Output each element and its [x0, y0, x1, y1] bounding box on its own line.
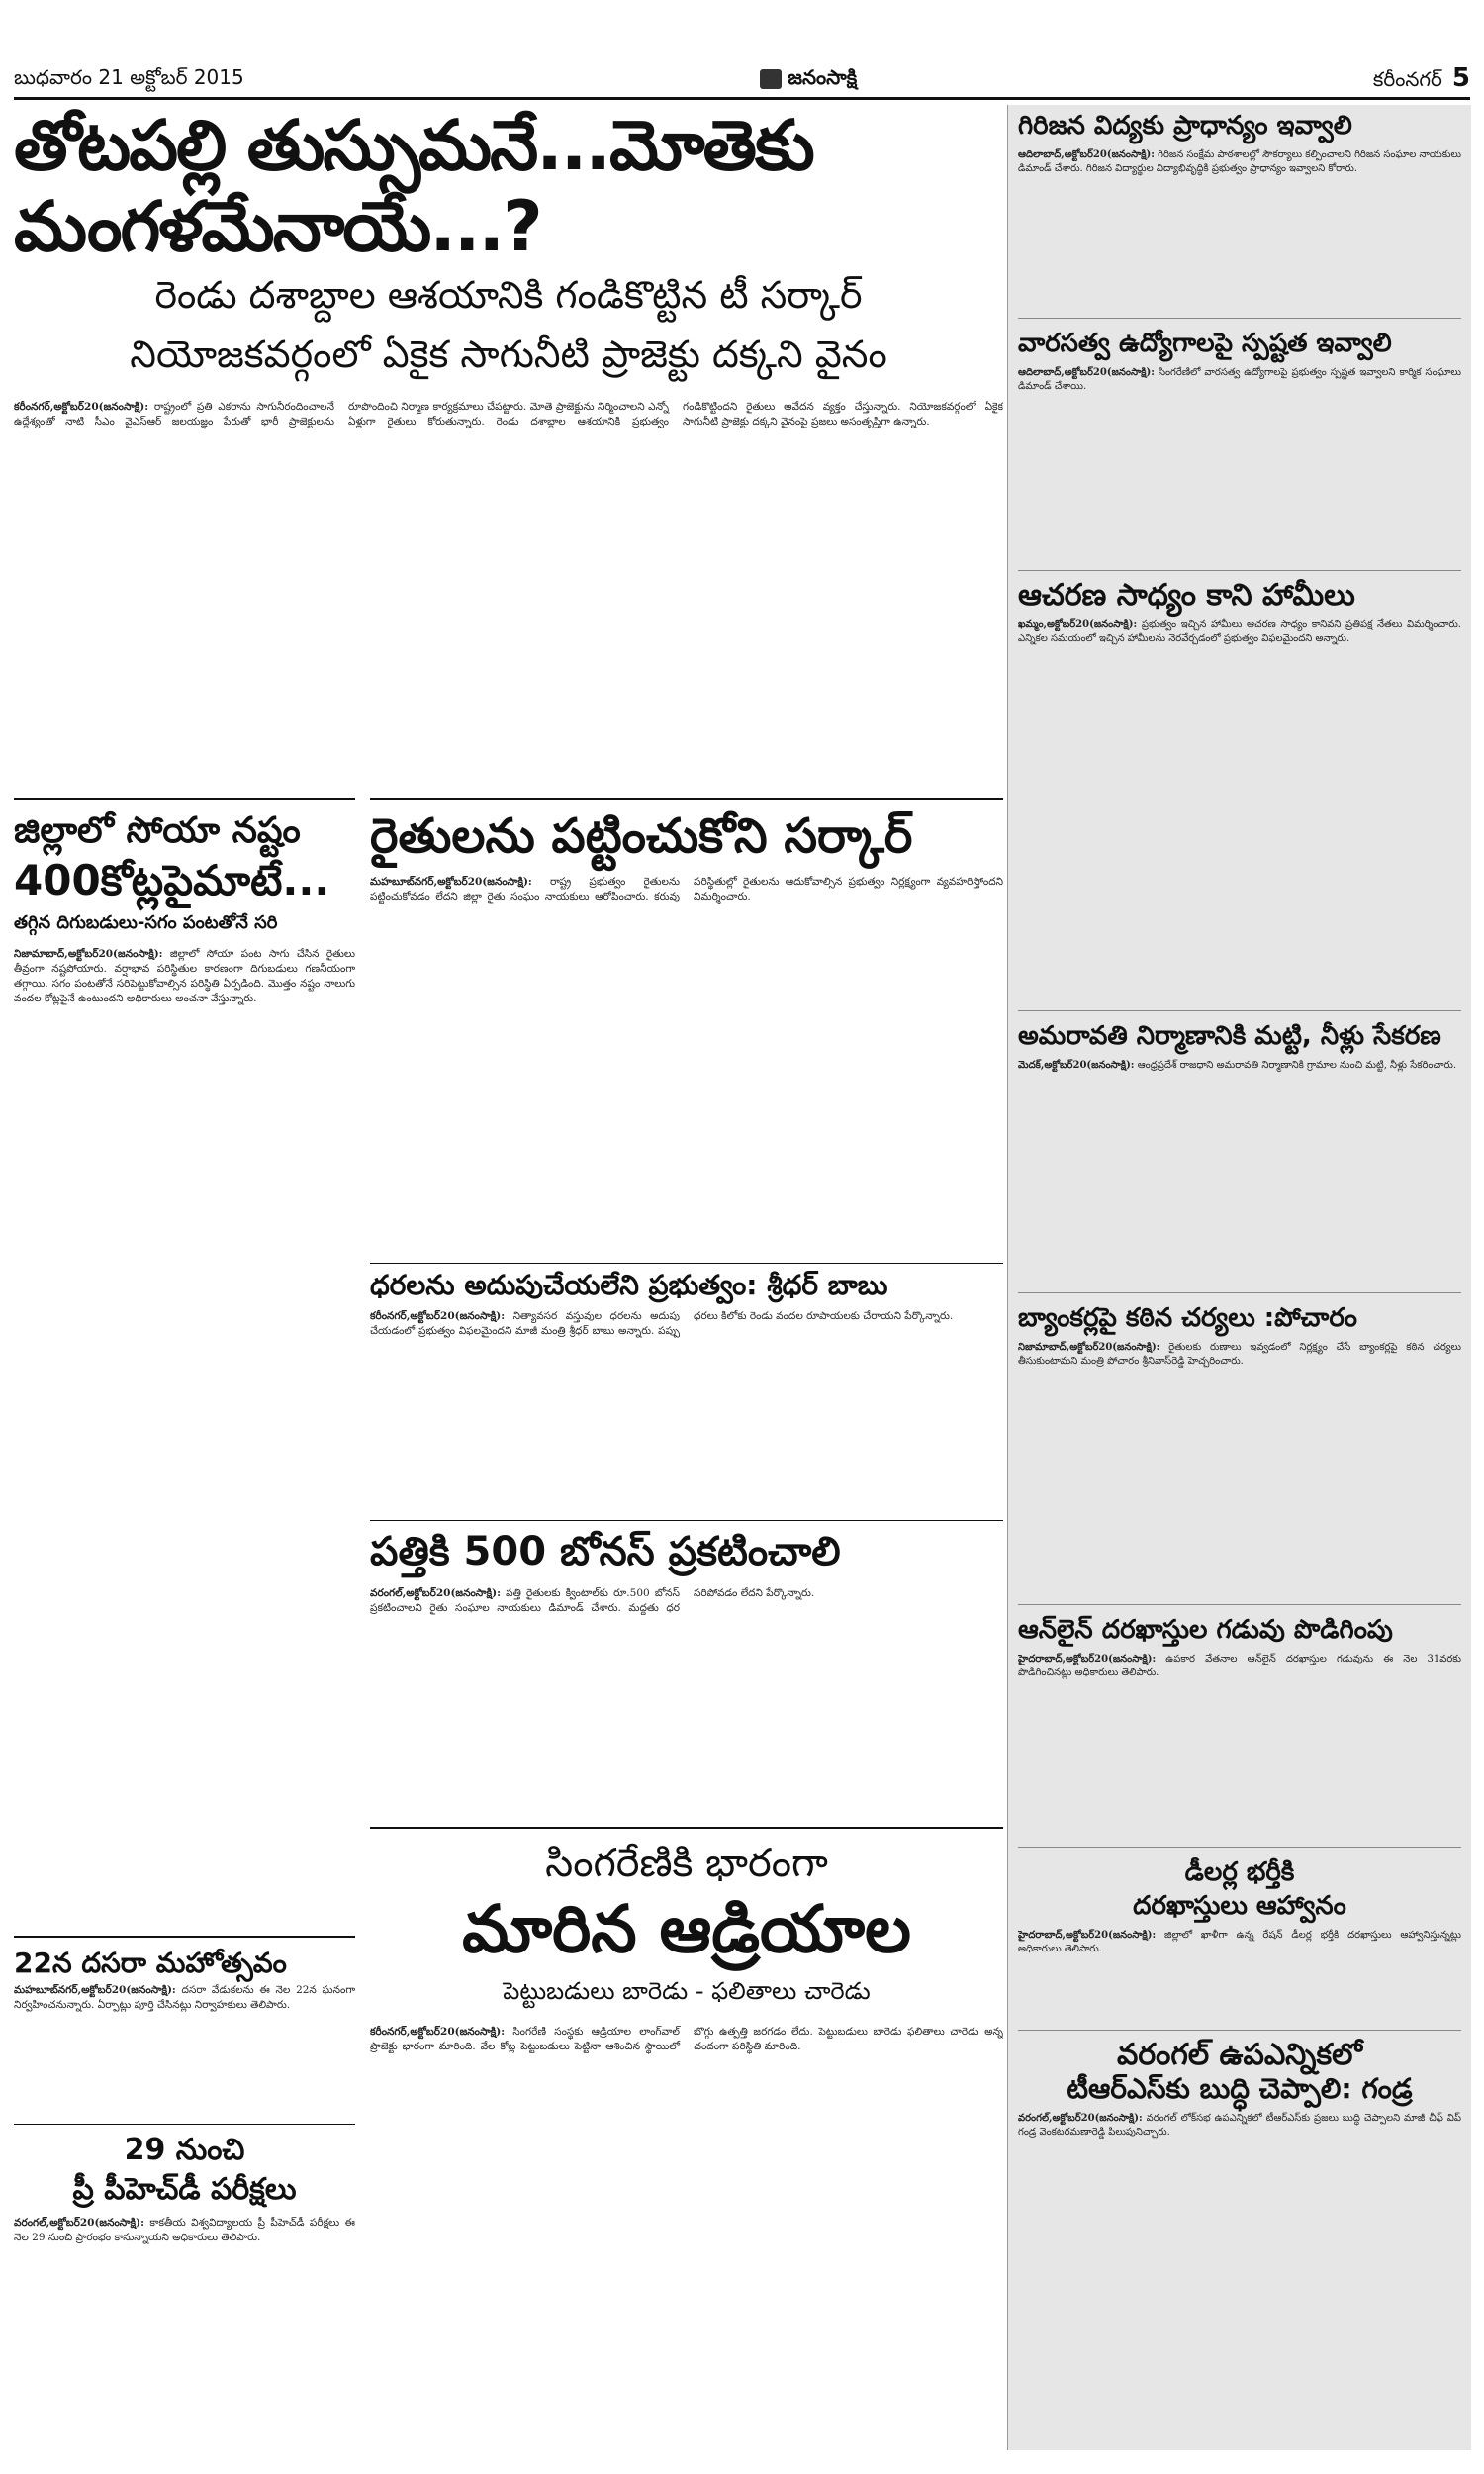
- phd-dateline: వరంగల్,అక్టోబర్20(జనంసాక్షి):: [14, 2217, 144, 2229]
- singareni-body-text: సింగరేణి సంస్థకు ఆడ్రియాల లాంగ్‌వాల్ ప్రాజెక్టు భారంగా మారింది. వేల కోట్ల పెట్టుబడులు పెట్టినా ఆశించిన స్థాయిలో బొగ్గు ఉత్పత్తి జరగడం లేదు. పెట్టుబడులు బారెడు ఫలితాలు చారెడు అన్న చందంగా పరిస్థితి మారింది.: [370, 2026, 1003, 2052]
- prices-story: [370, 1263, 1003, 1511]
- issue-date: బుధవారం 21 అక్టోబర్ 2015: [14, 64, 244, 89]
- sidebar-body: [1018, 1059, 1461, 1073]
- sidebar-dateline: నిజామాబాద్,అక్టోబర్20(జనంసాక్షి):: [1018, 1342, 1160, 1353]
- lead-body-text: రాష్ట్రంలో ప్రతి ఎకరాను సాగునీరందించాలనే ఉద్దేశ్యంతో నాటి సీఎం వైఎస్ఆర్ జలయజ్ఞం పేరుతో భారీ ప్రాజెక్టులను రూపొందించి నిర్మాణ కార్యక్రమాలు చేపట్టారు. మోతె ప్రాజెక్టును నిర్మించాలని ఎన్నో ఏళ్లుగా రైతులు కోరుతున్నారు. రెండు దశాబ్దాల ఆశయానికి ప్రభుత్వం గండికొట్టిందని రైతులు ఆవేదన వ్యక్తం చేస్తున్నారు. నియోజకవర్గంలో ఏకైక సాగునీటి ప్రాజెక్టు దక్కని వైనంపై ప్రజలు అసంతృప్తిగా ఉన్నారు.: [14, 401, 1003, 428]
- sidebar-headline-2: దరఖాస్తులు ఆహ్వానం: [1133, 1891, 1346, 1921]
- farmers-body-text: రాష్ట్ర ప్రభుత్వం రైతులను పట్టించుకోవడం లేదని జిల్లా రైతు సంఘం నాయకులు ఆరోపించారు. కరువు పరిస్థితుల్లో రైతులను ఆదుకోవాల్సిన ప్రభుత్వం నిర్లక్ష్యంగా వ్యవహరిస్తోందని విమర్శించారు.: [370, 876, 1003, 903]
- paper-name: [760, 65, 857, 94]
- masthead: [14, 61, 1470, 100]
- farmers-dateline: మహబూబ్‌నగర్,అక్టోబర్20(జనంసాక్షి):: [370, 876, 532, 888]
- sidebar-headline: గిరిజన విద్యకు ప్రాధాన్యం ఇవ్వాలి: [1018, 111, 1352, 141]
- section-name: కరీంనగర్: [1372, 66, 1442, 91]
- sidebar-body-text: సింగరేణిలో వారసత్వ ఉద్యోగాలపై ప్రభుత్వం స్పష్టత ఇవ్వాలని కార్మిక సంఘాలు డిమాండ్ చేశాయి.: [1018, 367, 1461, 392]
- sidebar-body: [1018, 366, 1461, 394]
- sidebar-dateline: హైదరాబాద్,అక్టోబర్20(జనంసాక్షి):: [1018, 1930, 1157, 1941]
- paper-logo-icon: [760, 69, 782, 89]
- singareni-story: [370, 1827, 1003, 2452]
- sidebar-headline: బ్యాంకర్లపై కఠిన చర్యలు :పోచారం: [1018, 1303, 1357, 1333]
- soya-body-text: జిల్లాలో సోయా పంట సాగు చేసిన రైతులు తీవ్రంగా నష్టపోయారు. వర్షాభావ పరిస్థితుల కారణంగా దిగుబడులు గణనీయంగా తగ్గాయి. సగం పంటతోనే సరిపెట్టుకోవాల్సిన పరిస్థితి ఏర్పడింది. మొత్తం నష్టం నాలుగు వందల కోట్లపైనే ఉంటుందని అధికారులు అంచనా వేస్తున్నారు.: [14, 948, 355, 1004]
- sidebar-body: [1018, 1653, 1461, 1680]
- sidebar-story-warangal-bypoll: [1018, 2035, 1461, 2440]
- phd-headline-1: 29 నుంచి: [124, 2133, 245, 2167]
- soya-dateline: నిజామాబాద్,అక్టోబర్20(జనంసాక్షి):: [14, 948, 163, 960]
- sidebar-story-heritage-jobs: [1018, 323, 1461, 571]
- sidebar-body: [1018, 1929, 1461, 1956]
- sidebar-dateline: ఆదిలాబాద్,అక్టోబర్20(జనంసాక్షి):: [1018, 149, 1155, 160]
- farmers-headline: రైతులను పట్టించుకోని సర్కార్: [370, 809, 913, 864]
- sidebar-headline-1: వరంగల్ ఉపఎన్నికలో: [1117, 2038, 1362, 2072]
- sidebar-dateline: మెదక్,అక్టోబర్20(జనంసాక్షి):: [1018, 1060, 1135, 1071]
- prices-body: [370, 1309, 1003, 1339]
- phd-body: [14, 2216, 355, 2245]
- sidebar-body-text: జిల్లాలో ఖాళీగా ఉన్న రేషన్ డీలర్ల భర్తీకి దరఖాస్తులు ఆహ్వానిస్తున్నట్లు అధికారులు తెలిపారు.: [1018, 1930, 1461, 1954]
- soya-headline-2: 400కోట్లపైమాటే...: [14, 856, 330, 904]
- sidebar-body-text: ఆంధ్రప్రదేశ్ రాజధాని అమరావతి నిర్మాణానికి గ్రామాల నుంచి మట్టి, నీళ్లు సేకరించారు.: [1137, 1060, 1457, 1071]
- phd-body-text: కాకతీయ విశ్వవిద్యాలయ ప్రీ పీహెచ్‌డీ పరీక్షలు ఈ నెల 29 నుంచి ప్రారంభం కానున్నాయని అధికారులు తెలిపారు.: [14, 2217, 355, 2243]
- sidebar-headline: ఆచరణ సాధ్యం కాని హామీలు: [1018, 578, 1355, 613]
- sidebar-body-text: రైతులకు రుణాలు ఇవ్వడంలో నిర్లక్ష్యం చేసే బ్యాంకర్లపై కఠిన చర్యలు తీసుకుంటామని మంత్రి పోచారం శ్రీనివాస్‌రెడ్డి హెచ్చరించారు.: [1018, 1342, 1461, 1367]
- sidebar-body-text: గిరిజన సంక్షేమ పాఠశాలల్లో సౌకర్యాలు కల్పించాలని గిరిజన సంఘాల నాయకులు డిమాండ్ చేశారు. గిరిజన విద్యార్థుల విద్యాభివృద్ధికి ప్రభుత్వం ప్రాధాన్యం ఇవ్వాలని కోరారు.: [1018, 149, 1461, 174]
- page-number: 5: [1451, 62, 1470, 93]
- singareni-subhead: పెట్టుబడులు బారెడు - ఫలితాలు చారెడు: [503, 1977, 871, 2005]
- singareni-dateline: కరీంనగర్,అక్టోబర్20(జనంసాక్షి):: [370, 2026, 506, 2038]
- dasara-body-text: దసరా వేడుకలను ఈ నెల 22న ఘనంగా నిర్వహించనున్నారు. ఏర్పాట్లు పూర్తి చేసినట్లు నిర్వాహకులు తెలిపారు.: [14, 1984, 355, 2011]
- phd-story: [14, 2124, 355, 2451]
- sidebar-body-text: ఉపకార వేతనాల ఆన్‌లైన్ దరఖాస్తుల గడువును ఈ నెల 31వరకు పొడిగించినట్లు అధికారులు తెలిపారు.: [1018, 1654, 1461, 1678]
- cotton-headline: పత్తికి 500 బోనస్ ప్రకటించాలి: [370, 1529, 841, 1574]
- lead-headline: తోటపల్లి తుస్సుమనే...మోతెకు మంగళమేనాయే...?: [14, 105, 813, 267]
- prices-headline: ధరలను అదుపుచేయలేని ప్రభుత్వం: శ్రీధర్ బాబు: [370, 1269, 888, 1301]
- soya-body: [14, 947, 355, 1006]
- soya-subhead: తగ్గిన దిగుబడులు-సగం పంటతోనే సరి: [14, 912, 278, 933]
- sidebar-headline: అమరావతి నిర్మాణానికి మట్టి, నీళ్లు సేకరణ: [1018, 1021, 1441, 1051]
- sidebar-body-text: ప్రభుత్వం ఇచ్చిన హామీలు ఆచరణ సాధ్యం కానివని ప్రతిపక్ష నేతలు విమర్శించారు. ఎన్నికల సమయంలో ఇచ్చిన హామీలను నెరవేర్చడంలో ప్రభుత్వం విఫలమైందని అన్నారు.: [1018, 619, 1461, 644]
- sidebar-headline-1: డీలర్ల భర్తీకి: [1184, 1857, 1295, 1887]
- singareni-kicker: సింగరేణికి భారంగా: [545, 1841, 828, 1886]
- paper-name-text: జనంసాక్షి: [788, 64, 858, 89]
- sidebar-headline: వారసత్వ ఉద్యోగాలపై స్పష్టత ఇవ్వాలి: [1018, 329, 1392, 358]
- sidebar-dateline: హైదరాబాద్,అక్టోబర్20(జనంసాక్షి):: [1018, 1654, 1157, 1665]
- sidebar-body: [1018, 618, 1461, 646]
- singareni-headline: మారిన ఆడ్రియాల: [462, 1891, 911, 1967]
- farmers-story: [370, 798, 1003, 1255]
- sidebar-headline: ఆన్‌లైన్ దరఖాస్తుల గడువు పొడిగింపు: [1018, 1615, 1393, 1645]
- lead-body: [14, 400, 1003, 798]
- sidebar-story-promises: [1018, 575, 1461, 1011]
- lead-subhead-1: రెండు దశాబ్దాల ఆశయానికి గండికొట్టిన టీ సర్కార్: [154, 273, 863, 317]
- main-column: [14, 105, 1003, 2450]
- sidebar-body: [1018, 1341, 1461, 1369]
- sidebar: [1007, 105, 1471, 2450]
- dasara-story: [14, 1936, 355, 2116]
- lead-dateline: కరీంనగర్,అక్టోబర్20(జనంసాక్షి):: [14, 401, 149, 413]
- sidebar-story-dealers: [1018, 1852, 1461, 2031]
- sidebar-story-amaravati: [1018, 1015, 1461, 1293]
- prices-dateline: కరీంనగర్,అక్టోబర్20(జనంసాక్షి):: [370, 1310, 506, 1322]
- sidebar-body: [1018, 148, 1461, 176]
- sidebar-story-bankers: [1018, 1297, 1461, 1605]
- dasara-dateline: మహబూబ్‌నగర్,అక్టోబర్20(జనంసాక్షి):: [14, 1984, 176, 1996]
- lead-story: [14, 105, 1003, 798]
- cotton-body-text: పత్తి రైతులకు క్వింటాల్‌కు రూ.500 బోనస్ ప్రకటించాలని రైతు సంఘాల నాయకులు డిమాండ్ చేశారు. మద్దతు ధర సరిపోవడం లేదని పేర్కొన్నారు.: [370, 1587, 815, 1614]
- soya-headline-1: జిల్లాలో సోయా నష్టం: [14, 810, 301, 851]
- sidebar-body-text: వరంగల్ లోక్‌సభ ఉపఎన్నికలో టీఆర్ఎస్‌కు ప్రజలు బుద్ధి చెప్పాలని మాజీ చీఫ్ విప్ గండ్ర వెంకటరమణారెడ్డి పిలుపునిచ్చారు.: [1018, 2113, 1461, 2138]
- singareni-body: [370, 2025, 1003, 2054]
- sidebar-dateline: ఖమ్మం,అక్టోబర్20(జనంసాక్షి):: [1018, 619, 1138, 630]
- cotton-story: [370, 1520, 1003, 1818]
- prices-body-text: నిత్యావసర వస్తువుల ధరలను అదుపు చేయడంలో ప్రభుత్వం విఫలమైందని మాజీ మంత్రి శ్రీధర్ బాబు అన్నారు. పప్పు ధరలు కిలోకు రెండు వందల రూపాయలకు చేరాయని పేర్కొన్నారు.: [370, 1310, 954, 1337]
- sidebar-dateline: ఆదిలాబాద్,అక్టోబర్20(జనంసాక్షి):: [1018, 367, 1155, 378]
- sidebar-body: [1018, 2112, 1461, 2140]
- sidebar-story-tribal-education: [1018, 105, 1461, 319]
- farmers-body: [370, 875, 1003, 904]
- dasara-body: [14, 1983, 355, 2013]
- cotton-dateline: వరంగల్,అక్టోబర్20(జనంసాక్షి):: [370, 1587, 501, 1599]
- section-label: [1373, 63, 1470, 96]
- dasara-headline: 22న దసరా మహోత్సవం: [14, 1947, 287, 1979]
- soya-story: [14, 798, 355, 1928]
- phd-headline-2: ప్రీ పీహెచ్‌డీ పరీక్షలు: [72, 2172, 297, 2207]
- sidebar-story-online-applications: [1018, 1609, 1461, 1848]
- sidebar-headline-2: టీఆర్ఎస్‌కు బుద్ధి చెప్పాలి: గండ్ర: [1067, 2072, 1413, 2105]
- lead-subhead-2: నియోజకవర్గంలో ఏకైక సాగునీటి ప్రాజెక్టు దక్కని వైనం: [130, 333, 887, 376]
- cotton-body: [370, 1586, 1003, 1616]
- sidebar-dateline: వరంగల్,అక్టోబర్20(జనంసాక్షి):: [1018, 2113, 1143, 2124]
